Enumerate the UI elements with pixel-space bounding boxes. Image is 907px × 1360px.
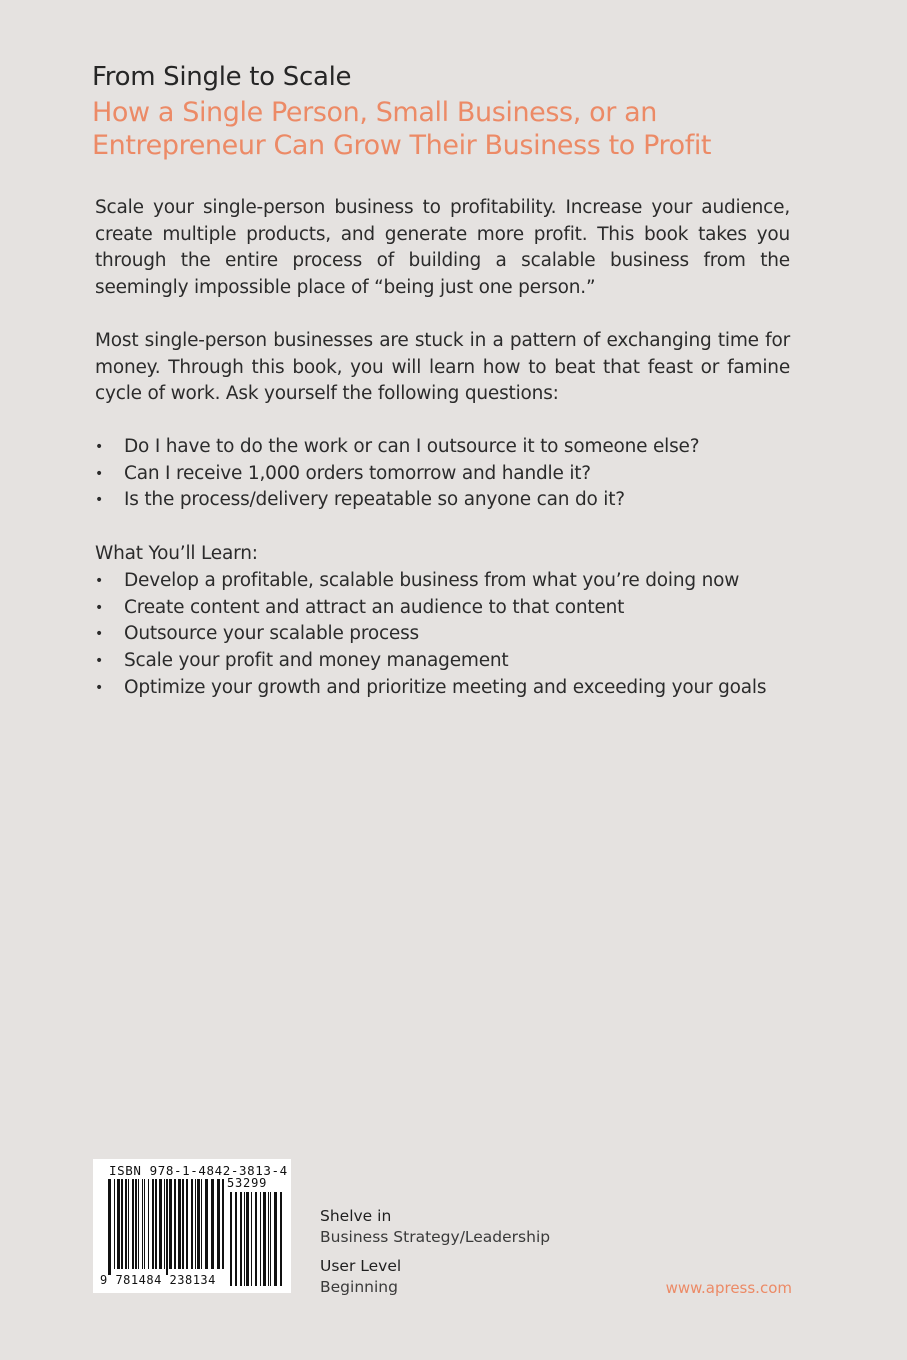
description-paragraph-2: Most single-person businesses are stuck in a pattern of exchanging time for money. Through this book, you will learn how to beat that feast or famine cycle of work. Ask yourself the following questions: [95,330,790,405]
isbn-barcode [93,1159,291,1293]
list-item: • Outsource your scalable process [95,621,766,648]
isbn-label: ISBN 978-1-4842-3813-4 [109,1163,288,1178]
list-item: • Develop a profitable, scalable business from what you’re doing now [95,568,766,595]
list-item: • Do I have to do the work or can I outsource it to someone else? [95,434,699,461]
bullet-icon: • [95,599,104,616]
bullet-icon: • [95,492,104,509]
barcode-bars-icon [108,1179,226,1275]
user-level-label: User Level [320,1257,402,1275]
publisher-website-link[interactable]: www.apress.com [665,1279,792,1297]
questions-list [95,434,699,514]
list-item: • Is the process/delivery repeatable so anyone can do it? [95,487,699,514]
user-level-value: Beginning [320,1278,398,1296]
book-title: From Single to Scale [92,62,352,92]
list-item: • Create content and attract an audience to that content [95,595,766,622]
ean-digits: 9 781484 238134 [100,1273,216,1287]
list-item: • Optimize your growth and prioritize meeting and exceeding your goals [95,675,766,702]
list-item: • Scale your profit and money management [95,648,766,675]
description-paragraph-1: Scale your single-person business to profitability. Increase your audience, create multiple products, and generate more profit. This book takes you through the entire process of building a scalable business from the seemingly impossible place of “being just one person.” [95,197,790,299]
bullet-icon: • [95,573,104,589]
book-subtitle: How a Single Person, Small Business, or an Entrepreneur Can Grow Their Business to Profit [92,97,712,161]
shelve-in-value: Business Strategy/Leadership [320,1228,551,1246]
learn-list [95,568,766,702]
bullet-icon: • [95,626,104,643]
bullet-icon: • [95,679,104,696]
price-code: 53299 [227,1176,268,1190]
list-item: • Can I receive 1,000 orders tomorrow and handle it? [95,461,699,488]
learn-heading: What You’ll Learn: [95,543,258,564]
bullet-icon: • [95,653,104,670]
bullet-icon: • [95,465,104,482]
bullet-icon: • [95,439,104,455]
shelve-in-label: Shelve in [320,1207,392,1225]
addon-barcode-bars-icon [230,1192,282,1286]
